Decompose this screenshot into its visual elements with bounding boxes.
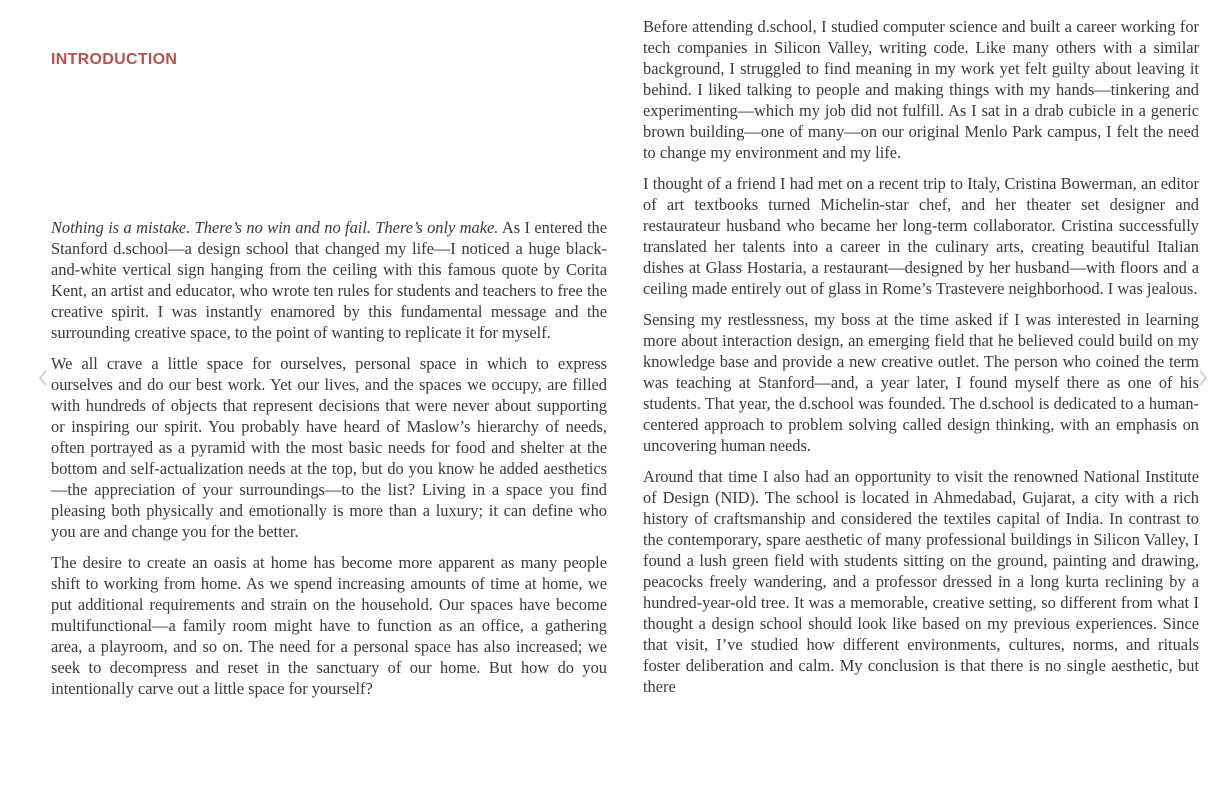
right-paragraph-1: Before attending d.school, I studied computer science and built a career working for tech companies in Silicon Valley, writing code. Like many others with a similar background, I struggled to find meaning in my work yet felt guilty about leaving it behind. I liked talking to people and making things with my hands—tinkering and experimenting—which my job did not fulfill. As I sat in a drab cubicle in a generic brown building—one of many—on our original Menlo Park campus, I felt the need to change my environment and my life.	[643, 17, 1199, 162]
next-page-button[interactable]	[1196, 368, 1210, 388]
left-page-body	[51, 217, 607, 709]
chapter-label: INTRODUCTION	[51, 51, 178, 68]
left-paragraph-3: The desire to create an oasis at home has become more apparent as many people shift to working from home. As we spend increasing amounts of time at home, we put additional requirements and strain on the household. Our spaces have become multifunctional—a family room might have to function as an office, a gathering area, a playroom, and so on. The need for a personal space has also increased; we seek to decompress and reset in the sanctuary of our home. But how do you intentionally carve out a little space for yourself?	[51, 553, 607, 698]
left-paragraph-2: We all crave a little space for ourselves, personal space in which to express ourselves and do our best work. Yet our lives, and the spaces we occupy, are filled with hundreds of objects that represent decisions that were never about supporting or inspiring our spirit. You probably have heard of Maslow’s hierarchy of needs, often portrayed as a pyramid with the most basic needs for food and shelter at the bottom and self-actualization needs at the top, but do you know he added aesthetics—the appreciation of your surroundings—to the list? Living in a space you find pleasing both physically and emotionally is more than a luxury; it can define who you are and change you for the better.	[51, 354, 607, 541]
right-paragraph-4: Around that time I also had an opportunity to visit the renowned National Institute of Design (NID). The school is located in Ahmedabad, Gujarat, a city with a rich history of craftsmanship and considered the textiles capital of India. In contrast to the contemporary, spare aesthetic of many professional buildings in Silicon Valley, I found a lush green field with students sitting on the ground, painting and drawing, peacocks freely wandering, and a professor dressed in a long kurta reclining by a hundred-year-old tree. It was a memorable, creative setting, so different from what I thought a design school should look like based on my previous experiences. Since that visit, I’ve studied how different environments, cultures, norms, and rituals foster deliberation and calm. My conclusion is that there is no single aesthetic, but there	[643, 467, 1199, 696]
left-paragraph-1	[51, 217, 607, 343]
epigraph-quote: Nothing is a mistake. There’s no win and no fail. There’s only make.	[51, 218, 499, 237]
right-paragraph-2: I thought of a friend I had met on a recent trip to Italy, Cristina Bowerman, an editor of art textbooks turned Michelin-star chef, and her theater set designer and restaurateur husband who became her long-term collaborator. Cristina successfully translated her talents into a career in the culinary arts, creating beautiful Italian dishes at Glass Hostaria, a restaurant—designed by her husband—with floors and a ceiling made entirely out of glass in Rome’s Trastevere neighborhood. I was jealous.	[643, 174, 1199, 298]
left-paragraph-1-text: As I entered the Stanford d.school—a design school that changed my life—I noticed a huge black-and-white vertical sign hanging from the ceiling with this famous quote by Corita Kent, an artist and educator, who wrote ten rules for students and teachers to free the creative spirit. I was instantly enamored by this fundamental message and the surrounding creative space, to the point of wanting to replicate it for myself.	[51, 218, 607, 342]
right-paragraph-3: Sensing my restlessness, my boss at the time asked if I was interested in learning more about interaction design, an emerging field that he believed could build on my knowledge base and provide a new creative outlet. The person who coined the term was teaching at Stanford—and, a year later, I found myself there as one of his students. That year, the d.school was founded. The d.school is dedicated to a human-centered approach to problem solving called design thinking, with an emphasis on uncovering human needs.	[643, 310, 1199, 455]
chevron-right-icon	[1196, 368, 1210, 388]
chevron-left-icon	[36, 368, 50, 388]
right-page-body	[643, 16, 1199, 707]
previous-page-button[interactable]	[36, 368, 50, 388]
